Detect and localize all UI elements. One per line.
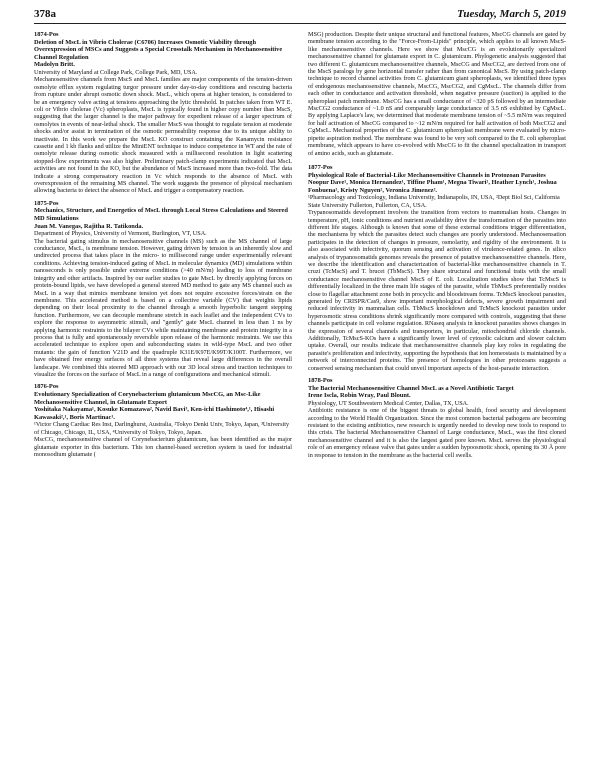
abstract-affiliation: ¹Victor Chang Cardiac Res Inst, Darlinghurst, Australia, ²Tokyo Denki Univ, Tokyo, Japan, ³University of Chicago, Chicago, IL, USA, ⁴University of Tokyo, Tokyo, Japan.	[34, 421, 290, 436]
abstract-affiliation: Physiology, UT Southwestern Medical Center, Dallas, TX, USA.	[308, 399, 469, 407]
abstract-authors: Noopur Dave¹, Monica Hernandez¹, Tiffine Pham¹, Megna Tiwari², Heather Lynch¹, Joshua Fonbuena², Kristy Nguyen², Veronica Jimenez².	[308, 179, 557, 194]
abstract-1876	[34, 383, 292, 458]
abstract-number: 1874-Pos	[34, 31, 59, 38]
abstract-title: Physiological Role of Bacterial-Like Mechanosensitive Channels in Protozoan Parasites	[308, 171, 546, 179]
page-number: 378a	[34, 8, 56, 20]
abstract-title: Evolutionary Specialization of Corynebacterium glutamicum MscCG, an Msc-Like Mechanosensitive Channel, in Glutamate Export	[34, 390, 261, 406]
abstract-body: Antibiotic resistance is one of the biggest threats to global health, food security and development according to the World Health Organization. Since the most common bacterial pathogens are becoming resistant to the existing antibiotics, new research is urgently needed to develop new tools to respond to this crisis. The bacterial Mechanosensitive Channel of Large conductance, MscL, was the first cloned mechanosensitive channel and it is also the largest gated pore known. MscL serves the physiological role of an emergency release valve that gates under a sudden hypoosmotic shock, opening its 30 Å pore in response to tension in the membrane as the bacterial cell swells.	[308, 407, 566, 459]
abstract-authors: Juan M. Vanegas, Rajitha R. Tatikonda.	[34, 222, 144, 230]
abstract-affiliation: ¹Pharmacology and Toxicology, Indiana University, Indianapolis, IN, USA, ²Dept Biol Sci, California State University Fullerton, Fullerton, CA, USA.	[308, 194, 560, 209]
abstract-authors: Irene Iscla, Robin Wray, Paul Blount.	[308, 392, 411, 400]
right-column	[308, 31, 566, 464]
abstract-authors: Yoshitaka Nakayama¹, Kosuke Komazawa², Navid Bavi³, Ken-ichi Hashimoto⁴,¹, Hisashi Kawasaki²,¹, Boris Martinac¹.	[34, 406, 275, 421]
abstract-1878	[308, 377, 566, 459]
header-date: Tuesday, March 5, 2019	[457, 8, 566, 20]
abstract-title: Deletion of MscL in Vibrio Cholerae (C6706) Increases Osmotic Viability through Overexpression of MSCs and Suggests a Special Crosstalk Mechanism in Mechanosensitive Channel Regulation	[34, 38, 283, 61]
abstract-body: Trypanosomatids development involves the transition from vectors to mammalian hosts. Changes in temperature, pH, ionic conditions and nutrient availability drive the transformation of the parasites into different life stages. Although is known that some of these external conditions trigger differentiation, the mechanisms by which the parasites detect such changes are poorly understood. Mechanosensation participates in the detection of changes in pressure, osmolarity, and rigidity of the environment. It is also associated with infectivity, quorum sensing and activation of virulence-related genes. In silico analysis of trypanosomatids genomes reveals the presence of putative mechanosensitive channels. Here, we describe the identification and characterization of bacterial-like mechanosensitive channels in T. cruzi (TcMscS) and T. brucei (TbMscS). They share structural and functional traits with the small conductance mechanosensitive channel MscS of E. coli. Localization studies show that TcMscS is differentially localized in the three main life stages of the parasite, while TbMscS preferentially resides close to flagellar attachment zone both in procyclic and bloodstream forms. TcMscS knockout parasites, generated by CRISPR/Cas9, show important morphological defects, severe growth impairment and reduced infectivity in mammalian cells. TbMscS knockdown and TcMscS knockout parasites under hyperosmotic stress conditions shrink significantly more compared with controls, suggesting that these channels participate in cell volume regulation. RNaseq analysis in knockout parasites shows changes in the expression of several channels and transporters, in particular, mitochondrial chloride channels. Additionally, TcMscS-KOs have a significantly lower level of cytosolic calcium and slower calcium uptake. Overall, our results indicate that mechanosensitive channels play key roles in regulating the parasite's proliferation and infectivity, supporting the hypothesis that ion homeostasis is maintained by a network of interconnected proteins. The presence of homologues in other protozoans suggests a conserved sensing mechanism that could unveil important aspects of the host-parasite interaction.	[308, 209, 566, 372]
abstract-1876-continuation: MSG) production. Despite their unique structural and functional features, MscCG channels are gated by membrane tension according to the "Force-From-Lipids" principle, which applies to all known MscS-like mechanosensitive channels. Here we show that MscCG is an evolutionarily specialized mechanosensitive channel for glutamate export in C. glutamicum. Phylogenetic analysis suggested that two different C. glutamicum mechanosensitive channels, MscCG and MscCG2, are derived from one of the MscS paralogs by gene horizontal transfer rather than from canonical MscS. By using patch-clamp technique to record channel activities from C. glutamicum giant spheroplasts, we identified three types of endogenous mechanosensitive channels, MscCG, MscCG2, and CgMscL. The channels differ from each other in conductance and activation threshold, when negative pressure (suction) is applied to the spheroplast patch membrane. MscCG has a small conductance of ~320 pS followed by an intermediate MscCG2 conductance of ~1.0 nS and comparably large conductance of 3.5 nS exhibited by CgMscL. By applying Laplace's law, we determined that moderate membrane tension of ~5.5 mN/m was required for half activation of MscCG compared to ~12 mN/m required for half activation of both MscCG2 and CgMscL. Mechanical properties of the C. glutamicum spheroplast membrane were evaluated by micro-pipette aspiration method. The membrane was found to be very soft compared to the E. coli spheroplast membrane, which appears to have co-evolved with MscCG to fit the channel specialization in transport of amino acids, such as glutamate.	[308, 31, 566, 157]
abstract-authors: Madolyn Britt.	[34, 61, 75, 69]
abstract-number: 1877-Pos	[308, 163, 333, 171]
abstract-affiliation: University of Maryland at College Park, College Park, MD, USA.	[34, 68, 198, 76]
abstract-title: The Bacterial Mechanosensitive Channel MscL as a Novel Antibiotic Target	[308, 384, 514, 392]
abstract-number: 1875-Pos	[34, 199, 59, 207]
abstract-1874	[34, 31, 292, 195]
abstract-affiliation: Department of Physics, University of Vermont, Burlington, VT, USA.	[34, 230, 207, 238]
abstract-body: The bacterial gating stimulus in mechanosensitive channels (MS) such as the MS channel of large conductance, MscL, is membrane tension. However, gating driven by tension is an inherently slow and undirected process that takes place in the micro- to millisecond range under experimentally relevant conditions. Achieving tension-induced gating of MscL in molecular dynamics (MD) simulations within nanoseconds is only possible under extreme conditions (>40 mN/m) leading to loss of membrane integrity and other artifacts. Inspired by our earlier studies to gate MscL by directly applying forces on protein-bound lipids, we have developed a general steered MD method to gate any MS channel such as MscL in a way that mimics membrane tension yet does not require excessive forces/strain on the membrane. This accelerated method is based on a collective variable (CV) that weights lipids depending on their local proximity to the channel through a smooth hyperbolic tangent stepping function. Furthermore, we can decouple membrane stretch in each leaflet and the independent CVs to explore the response to asymmetric stimuli, and "gently" gate MscL channel in less than 1 ns by applying harmonic restraints to the bilayer CVs while maintaining membrane and protein integrity in a process that is fully and spontaneously reversible upon release of the harmonic restraints. We use this accelerated technique to explore open and subconducting states in wild-type MscL and two other mutants: the gain of function V21D and the quadruple K31E/K97E/K99T/K100T. Furthermore, we have obtained free energy surfaces of all three systems that reveal large differences in the overall landscape. We combined this steered MD approach with our 3D local stress and traction techniques to visualize the forces on the surface of MscL in a range of configurations and mechanical stimuli.	[34, 237, 292, 378]
header-rule	[34, 23, 566, 24]
abstract-body: Mechanosensitive channels from MscS and MscL families are major components of the tension-driven osmolyte efflux system regulating turgor pressure under day-to-day conditions and rescuing bacteria from rupture under abrupt osmotic down shock. MscL, which opens at higher tension, is considered to be an emergency valve acting at tensions approaching the lytic threshold. In patches taken from WT E. coli or Vibrio cholerae (Vc) spheroplasts, MscL is typically found in higher copy number than MscS, suggesting that the larger channel is the major pathway for expedient release of a larger spectrum of osmolytes in events of near-lethal shock. The smaller MscS was thought to regulate tension at moderate shocks and/or assist in termination of the osmotic permeability response due to its unique ability to inactivate. In this work we prepare the MscL KO construct containing the Kanamycin resistance cassette and 1 kb flanks and utilize the MiniENT technique to induce competence in WT and the rate of osmolyte release during osmotic shock measured with a millisecond resolution in light scattering stopped-flow experiments was also higher. Preliminary patch-clamp experiments indicated that MscL activities are not found in the KO, but the abundance of MscS increased more than two-fold. The data indicate a strong compensatory reaction in Vc which responds to the absence of MscL with overexpression of the remaining MS channel. The work suggests the presence of physical mechanism allowing bacteria to detect the absence of MscL and trigger a compensatory reaction.	[34, 76, 292, 195]
left-column	[34, 31, 292, 463]
abstract-1875	[34, 200, 292, 379]
abstract-title: Mechanics, Structure, and Energetics of MscL through Local Stress Calculations and Steered MD Simulations	[34, 207, 288, 223]
abstract-number: 1878-Pos	[308, 377, 333, 385]
abstract-body: MscCG, mechanosensitive channel of Corynebacterium glutamicum, has been identified as the major glutamate exporter in this bacterium. This ion channel-based secretion system is used for industrial monosodium glutamate (	[34, 436, 292, 458]
abstract-number: 1876-Pos	[34, 383, 59, 391]
abstract-1877	[308, 164, 566, 372]
